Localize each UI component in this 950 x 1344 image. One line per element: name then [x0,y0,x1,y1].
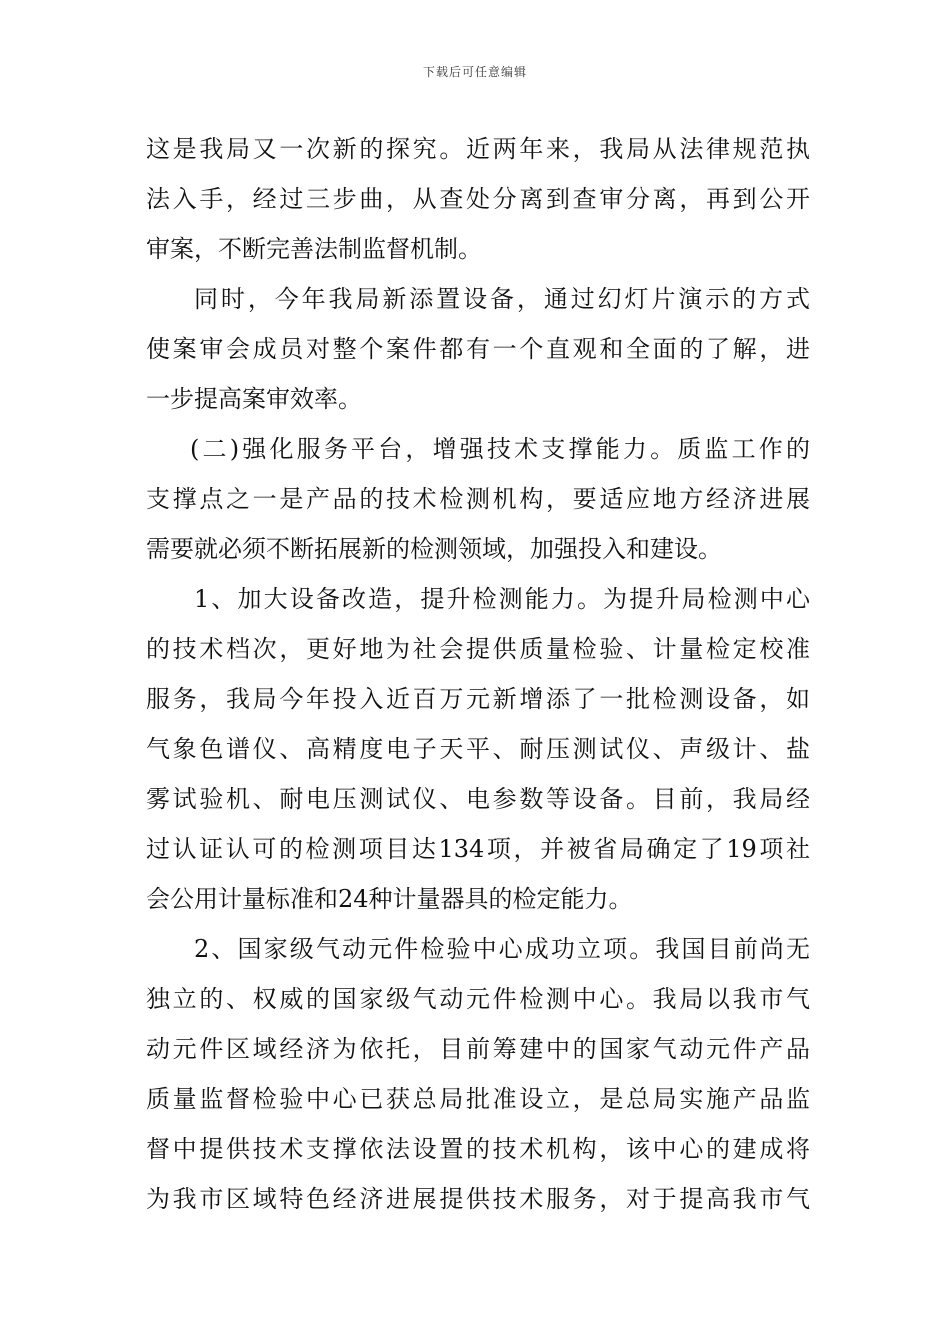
text-line: 需要就必须不断拓展新的检测领域，加强投入和建设。 [146,535,722,563]
text-line: 使案审会成员对整个案件都有一个直观和全面的了解，进 [146,335,810,363]
text-line: 为我市区域特色经济进展提供技术服务，对于提高我市气 [146,1185,810,1213]
text-line: 会公用计量标准和24种计量器具的检定能力。 [146,885,633,913]
text-line: 同时，今年我局新添置设备，通过幻灯片演示的方式 [194,285,810,313]
text-line: 动元件区域经济为依托，目前筹建中的国家气动元件产品 [146,1035,810,1063]
text-line: 支撑点之一是产品的技术检测机构，要适应地方经济进展 [146,485,810,513]
text-line: 独立的、权威的国家级气动元件检测中心。我局以我市气 [146,985,810,1013]
text-line: 审案，不断完善法制监督机制。 [146,235,482,263]
text-line: 服务，我局今年投入近百万元新增添了一批检测设备，如 [146,685,810,713]
text-line: 法入手，经过三步曲，从查处分离到查审分离，再到公开 [146,185,810,213]
text-line: 2、国家级气动元件检验中心成功立项。我国目前尚无 [194,935,810,963]
text-line: 雾试验机、耐电压测试仪、电参数等设备。目前，我局经 [146,785,810,813]
page-header-note: 下载后可任意编辑 [422,65,527,79]
text-line: 1、加大设备改造，提升检测能力。为提升局检测中心 [194,585,810,613]
document-body [146,124,810,1224]
text-line: 的技术档次，更好地为社会提供质量检验、计量检定校准 [146,635,810,663]
text-line: 这是我局又一次新的探究。近两年来，我局从法律规范执 [146,135,810,163]
text-line: 过认证认可的检测项目达134项，并被省局确定了19项社 [146,835,810,863]
text-line: 督中提供技术支撑依法设置的技术机构，该中心的建成将 [146,1135,810,1163]
text-line: 质量监督检验中心已获总局批准设立，是总局实施产品监 [146,1085,810,1113]
text-line: 一步提高案审效率。 [146,385,362,413]
text-line: 气象色谱仪、高精度电子天平、耐压测试仪、声级计、盐 [146,735,810,763]
text-line: (二)强化服务平台，增强技术支撑能力。质监工作的 [190,435,810,463]
